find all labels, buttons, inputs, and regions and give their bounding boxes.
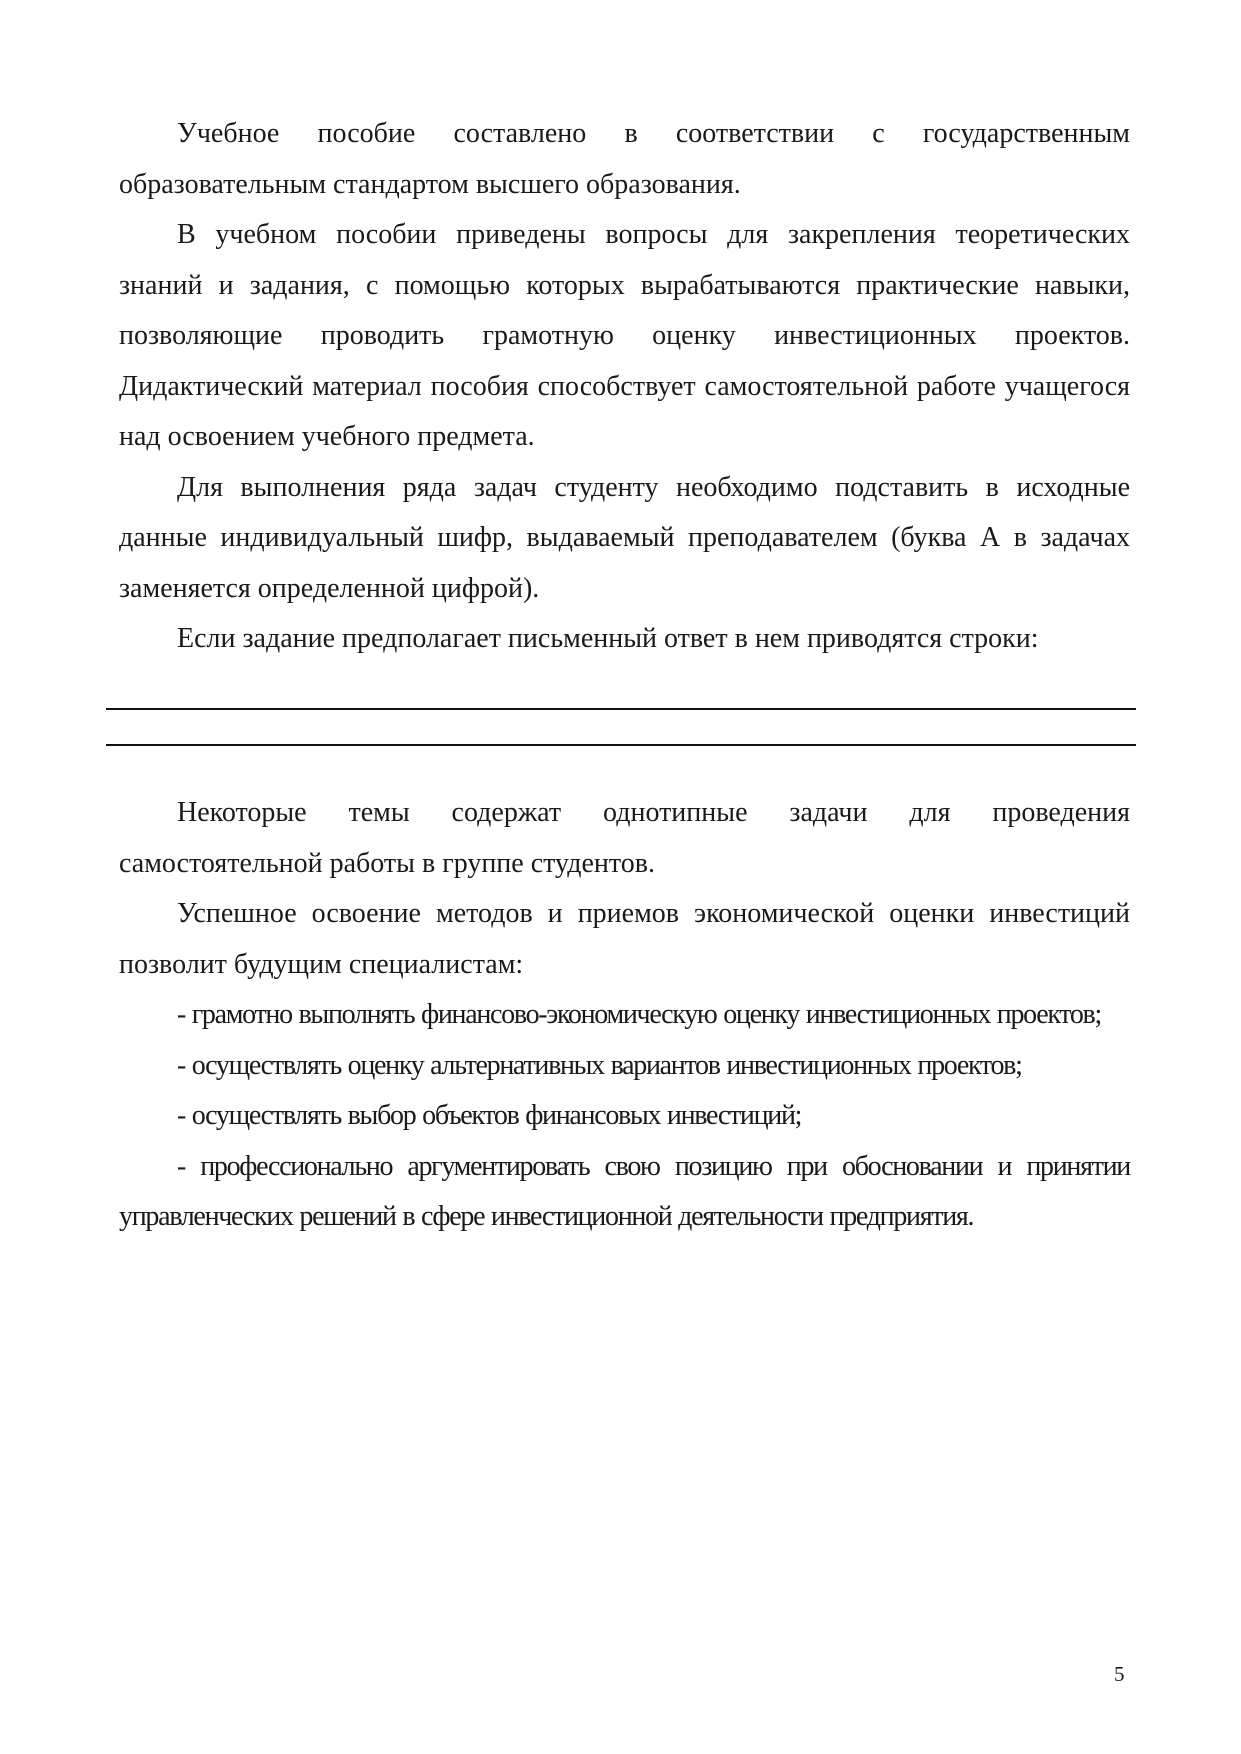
list-item: - осуществлять выбор объектов финансовых инвестиций; (177, 1100, 802, 1131)
list-item: - профессионально аргументировать свою позицию при обосновании и принятии управленческих решений в сфере инвестиционной деятельности предприятия. (119, 1150, 1130, 1232)
page-number: 5 (1114, 1662, 1125, 1686)
intro-text-block (119, 109, 1130, 665)
paragraph-similar-tasks: Некоторые темы содержат однотипные задачи для проведения самостоятельной работы в группе студентов. (119, 797, 1130, 879)
paragraph-answer-lines: Если задание предполагает письменный ответ в нем приводятся строки: (177, 623, 1039, 654)
answer-line (106, 744, 1136, 746)
skills-list (119, 990, 1130, 1243)
paragraph-standard: Учебное пособие составлено в соответствии с государственным образовательным стандартом высшего образования. (119, 118, 1130, 200)
list-item: - осуществлять оценку альтернативных вариантов инвестиционных проектов; (177, 1049, 1022, 1081)
paragraph-content: В учебном пособии приведены вопросы для закрепления теоретических знаний и задания, с помощью которых вырабатываются практические навыки, позволяющие проводить грамотную оценку инвестиционных проектов. Дидактический материал пособия способствует самостоятельной работе учащегося над освоением учебного предмета. (119, 219, 1130, 452)
paragraph-cipher: Для выполнения ряда задач студенту необходимо подставить в исходные данные индивидуальный шифр, выдаваемый преподавателем (буква А в задачах заменяется определенной цифрой). (119, 471, 1130, 604)
paragraph-outcomes: Успешное освоение методов и приемов экономической оценки инвестиций позволит будущим специалистам: (119, 898, 1130, 980)
skills-text-block (119, 788, 1130, 990)
list-item: - грамотно выполнять финансово-экономическую оценку инвестиционных проектов; (177, 999, 1101, 1030)
answer-line (106, 708, 1136, 710)
